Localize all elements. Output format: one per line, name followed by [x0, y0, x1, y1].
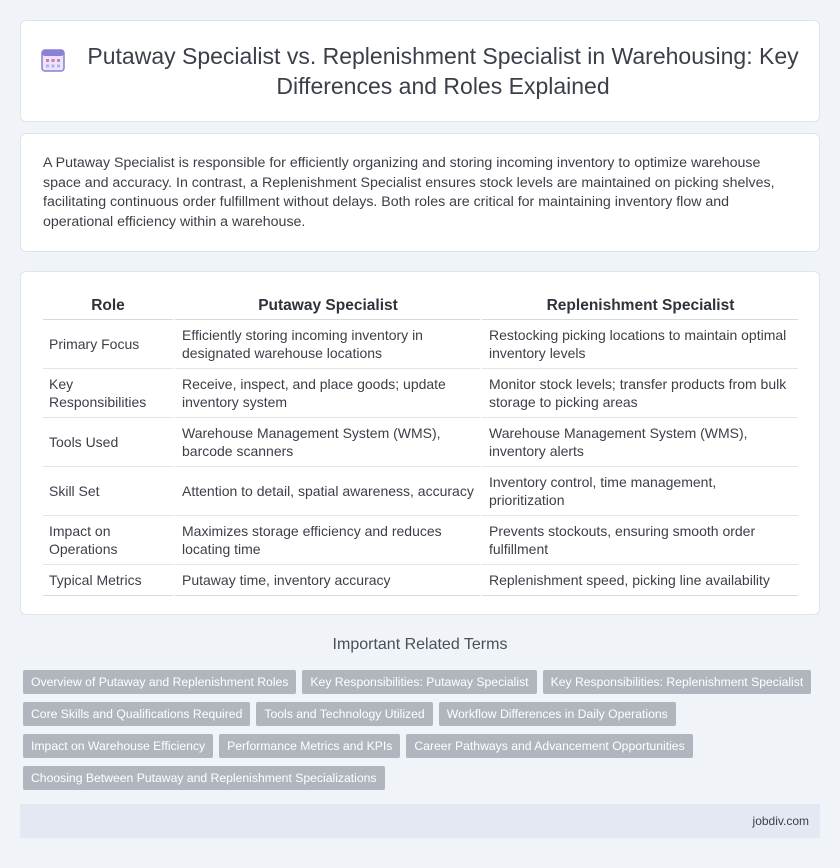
row-label: Tools Used	[43, 418, 173, 467]
row-label: Key Responsibilities	[43, 369, 173, 418]
related-term-tag[interactable]: Overview of Putaway and Replenishment Roles	[23, 670, 296, 694]
table-row	[43, 418, 798, 467]
table-row	[43, 467, 798, 516]
replenishment-cell: Replenishment speed, picking line availability	[480, 565, 798, 596]
tag-row	[23, 766, 813, 790]
replenishment-cell: Warehouse Management System (WMS), inventory alerts	[480, 418, 798, 467]
page-title: Putaway Specialist vs. Replenishment Specialist in Warehousing: Key Differences and Roles Explained	[87, 43, 799, 99]
related-terms-heading: Important Related Terms	[332, 636, 508, 653]
header-replenishment: Replenishment Specialist	[480, 290, 798, 320]
related-terms-tags	[23, 670, 813, 798]
calendar-icon	[40, 47, 66, 73]
title-wrap	[40, 41, 800, 101]
putaway-cell: Receive, inspect, and place goods; update inventory system	[173, 369, 480, 418]
replenishment-cell: Restocking picking locations to maintain optimal inventory levels	[480, 320, 798, 369]
putaway-cell: Efficiently storing incoming inventory in designated warehouse locations	[173, 320, 480, 369]
row-label: Skill Set	[43, 467, 173, 516]
comparison-table	[43, 290, 798, 596]
related-term-tag[interactable]: Choosing Between Putaway and Replenishment Specializations	[23, 766, 385, 790]
tag-row	[23, 670, 813, 694]
putaway-cell: Attention to detail, spatial awareness, accuracy	[173, 467, 480, 516]
replenishment-cell: Inventory control, time management, prioritization	[480, 467, 798, 516]
tag-row	[23, 734, 813, 758]
putaway-cell: Maximizes storage efficiency and reduces locating time	[173, 516, 480, 565]
intro-card	[20, 133, 820, 252]
putaway-cell: Warehouse Management System (WMS), barcode scanners	[173, 418, 480, 467]
putaway-cell: Putaway time, inventory accuracy	[173, 565, 480, 596]
related-term-tag[interactable]: Career Pathways and Advancement Opportunities	[406, 734, 692, 758]
row-label: Primary Focus	[43, 320, 173, 369]
intro-paragraph: A Putaway Specialist is responsible for efficiently organizing and storing incoming inventory to optimize warehouse space and accuracy. In contrast, a Replenishment Specialist ensures stock levels are maintained on picking shelves, facilitating continuous order fulfillment without delays. Both roles are critical for maintaining inventory flow and operational efficiency within a warehouse.	[43, 155, 775, 230]
related-term-tag[interactable]: Performance Metrics and KPIs	[219, 734, 400, 758]
header-putaway: Putaway Specialist	[173, 290, 480, 320]
footer	[20, 804, 820, 838]
row-label: Typical Metrics	[43, 565, 173, 596]
replenishment-cell: Monitor stock levels; transfer products from bulk storage to picking areas	[480, 369, 798, 418]
table-row	[43, 516, 798, 565]
tag-row	[23, 702, 813, 726]
table-row	[43, 369, 798, 418]
title-card	[20, 20, 820, 122]
related-term-tag[interactable]: Key Responsibilities: Replenishment Specialist	[543, 670, 812, 694]
comparison-table-card	[20, 271, 820, 615]
footer-site-link[interactable]: jobdiv.com	[752, 814, 809, 828]
table-header-row	[43, 290, 798, 320]
replenishment-cell: Prevents stockouts, ensuring smooth order fulfillment	[480, 516, 798, 565]
table-row	[43, 320, 798, 369]
related-term-tag[interactable]: Key Responsibilities: Putaway Specialist	[302, 670, 536, 694]
header-role: Role	[43, 290, 173, 320]
table-row	[43, 565, 798, 596]
row-label: Impact on Operations	[43, 516, 173, 565]
related-term-tag[interactable]: Impact on Warehouse Efficiency	[23, 734, 213, 758]
related-term-tag[interactable]: Workflow Differences in Daily Operations	[439, 702, 676, 726]
related-term-tag[interactable]: Core Skills and Qualifications Required	[23, 702, 250, 726]
related-term-tag[interactable]: Tools and Technology Utilized	[256, 702, 432, 726]
